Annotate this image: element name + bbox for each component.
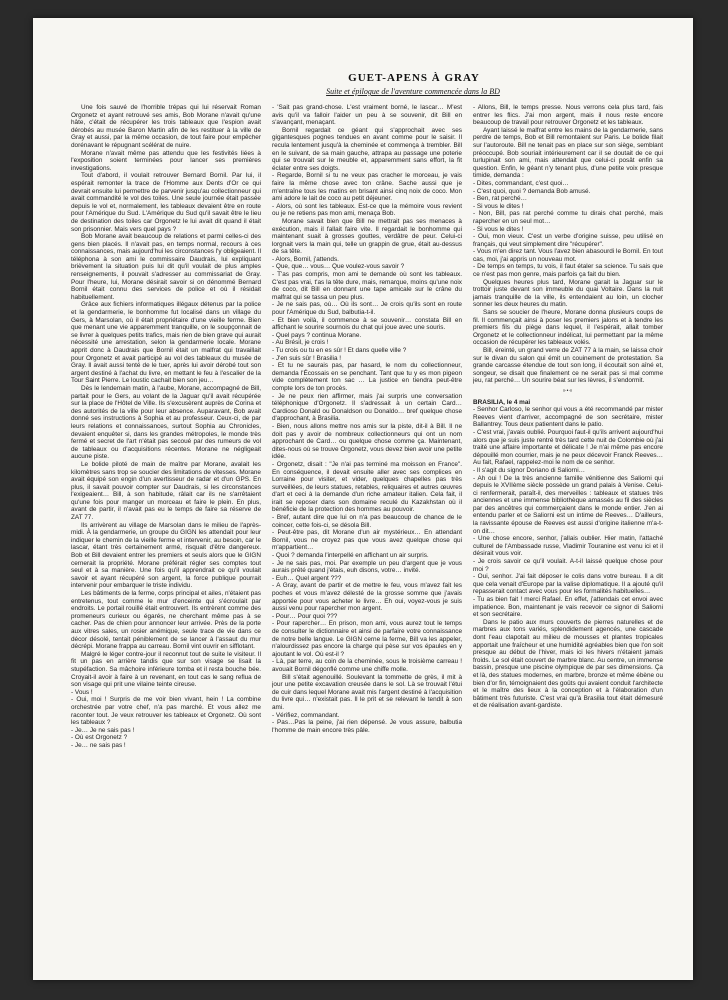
section-separator: »•« xyxy=(562,387,574,394)
dialogue-line: - Euh… Quel argent ??? xyxy=(272,574,342,582)
document-subtitle: Suite et épilogue de l'aventure commencée dans la BD xyxy=(326,87,500,96)
dialogue-line: - Tu as bien fait ! merci Rafael. En effet, j'attendais cet envoi avec impatience. Bon, maintenant je vais recevoir ce signor di Saliorni et son secrétaire. xyxy=(473,596,663,619)
document-page xyxy=(33,18,693,980)
dialogue-line: - Et bien voilà, il commence à se souvenir… constata Bill en affichant le sourire sournois du chat qui joue avec une souris. xyxy=(272,316,462,332)
text-column-1 xyxy=(71,104,261,964)
dialogue-line: - Regarde, Bornil si tu ne veux pas cracher le morceau, je vais faire la même chose avec ton crâne. Sache aussi que je m'entraîne tous les matins en brisant ainsi cinq noix de coco. Mon ami adore le lait de coco au petit déjeuner. xyxy=(272,172,462,203)
paragraph: Morane savait bien que Bill ne mettrait pas ses menaces à exécution, mais il fallait faire vite. Il regardait le bonhomme qui maintenant suait à grosses gouttes, verdâtre de peur. Celui-ci lorgnait vers la main qui, telle un grappin de grue, était au-dessus de sa tête. xyxy=(272,217,462,256)
paragraph: Quelques heures plus tard, Morane garait la Jaguar sur le trottoir juste devant son immeuble du quai Voltaire. Dans la nuit jamais tranquille de la ville, ils entendaient au loin, un clocher sonner les deux heures du matin. xyxy=(473,278,663,309)
dialogue-line: - Je… ne sais pas ! xyxy=(71,741,126,749)
dialogue-line: - Je… Je ne sais pas ! xyxy=(71,726,135,734)
paragraph: Dans le patio aux murs couverts de pierres naturelles et de marbres aux tons variés, splendidement agencés, une cascade dont l'eau clapotait au milieu de mousses et plantes tropicales apportait une fraîcheur et une humidité agréables bien que l'on soit presque au début de l'hiver, mais ici les hivers n'étaient jamais froids. Le sol était couvert de marbre blanc. Au centre, un immense bassin, presque une piscine olympique de par ses dimensions. Ça et là, des statues modernes, en marbre, bronze et même ébène ou bien d'or fin, témoignaient des goûts qui avaient conduit l'architecte et le maître des lieux à la conception et à l'élaboration d'un bâtiment très futuriste. C'est vrai qu'à Brasilia tout était démesuré et de réalisation avant-gardiste. xyxy=(473,618,663,710)
dialogue-line: - C'est vrai, j'avais oublié. Pourquoi faut-il qu'ils arrivent aujourd'hui alors que je suis juste rentré très tard cette nuit de Colombie où j'ai traité une affaire importante et délicate ! Je n'ai même pas encore dépouillé mon courrier, mais je ne peux décevoir Franck Reeves… Au fait, Rafael, rappelez-moi le nom de ce senhor. xyxy=(473,428,663,467)
dialogue-line: - Là, par terre, au coin de la cheminée, sous le troisième carreau ! avouait Bornil dégonflé comme une chiffe molle. xyxy=(272,658,462,673)
paragraph: Bill, éreinté, un grand verre de ZAT 77 à la main, se laissa choir sur le divan du salon qui émit un couinement de protestation. Sa grande carcasse étendue de tout son long, il écoutait son aîné et, songeur, se disait que finalement ce ne serait pas si mal comme jeu, rat perché… Un sourire béat sur les lèvres, il s'endormit. xyxy=(473,347,663,385)
paragraph: Une fois sauvé de l'horrible trépas qui lui réservait Roman Orgonetz et ayant retrouvé ses amis, Bob Morane n'avait qu'une hâte, c'était de récupérer les trois tableaux que l'espion avait dérobés au musée Baron Martin afin de les restituer à la ville de Gray et aussi, par la même occasion, de tout faire pour empêcher dorénavant le répugnant scélérat de nuire. xyxy=(71,104,261,149)
text-column-3 xyxy=(473,104,663,964)
dialogue-line: - Oui, mon vieux. C'est un verbe d'origine suisse, peu utilisé en français, qui veut simplement dire "récupérer". xyxy=(473,233,663,248)
dialogue-line: - De temps en temps, tu vois, il faut étaler sa science. Tu sais que ce n'est pas mon genre, mais parfois ça fait du bien. xyxy=(473,263,663,279)
dialogue-line: - Si vous le dites ! xyxy=(473,202,524,210)
dialogue-line: - C'est quoi, quoi ? demanda Bob amusé. xyxy=(473,187,591,195)
dialogue-line: - Au Brésil, je crois ! xyxy=(272,339,329,347)
document-title: GUET-APENS À GRAY xyxy=(348,72,480,84)
dialogue-line: - Ben, rat perché… xyxy=(473,195,527,203)
dialogue-line: - Et tu ne saurais pas, par hasard, le nom du collectionneur, demanda l'Écossais en se penchant. Tant que tu y es mon pigeon vide complètement ton sac … La justice en tiendra peut-être compte lors de ton procès. xyxy=(272,362,462,392)
dialogue-line: - Alors, Bornil, j'attends. xyxy=(272,255,339,263)
dialogue-line: - Non, Bill, pas rat perché comme tu dirais chat perché, mais rapercher en un seul mot… xyxy=(473,210,663,225)
dialogue-line: - Vérifiez, commandant. xyxy=(272,711,340,719)
paragraph: Morane n'avait même pas attendu que les festivités liées à l'exposition soient terminées pour lancer ses premières investigations. xyxy=(71,149,261,172)
dateline-heading: BRASILIA, le 4 mai xyxy=(473,398,531,406)
paragraph: Ils arrivèrent au village de Marsolan dans le milieu de l'après-midi. À la gendarmerie, un groupe du GIGN les attendait pour leur indiquer le chemin de la vieille ferme et intervenir, au besoin, car le lascar, étant très certainement armé, risquait d'être dangereux. Bob et Bill devaient entrer les premiers et seuls alors que le GIGN cernerait la propriété. Morane préférait régler ses comptes tout seul et à sa manière. Une fois qu'il apprendrait ce qu'il voulait savoir et ayant récupéré son argent, la force publique pourrait intervenir pour embarquer le triste individu. xyxy=(71,521,261,590)
text-column-2 xyxy=(272,104,462,964)
dialogue-line: - Tu crois ou tu en es sûr ! Et dans quelle ville ? xyxy=(272,347,407,354)
dialogue-line: - Alors, où sont les tableaux. Est-ce que la mémoire vous revient ou je ne retiens pas mon ami, menaça Bob. xyxy=(272,202,462,218)
dialogue-line: - Bref, autant dire que lui on n'a pas beaucoup de chance de le coincer, cette fois-ci, se désola Bill. xyxy=(272,514,462,529)
paragraph: Grâce aux fichiers informatiques illégaux détenus par la police et la gendarmerie, le bonhomme fut localisé dans un village du Gers, à Marsolan, où il était propriétaire d'une vieille ferme. Bien que menant une vie apparemment tranquille, on le soupçonnait de se livrer à quelques petits trafics, mais rien de bien grave qui aurait nécessité une arrestation, selon la gendarmerie locale. Morane apprit donc à Daudrais que Bornil était un malfrat qui travaillait pour Orgonetz et avait participé au vol des tableaux du musée de Gray. Il avait aussi tenté de le tuer, après lui avoir dérobé tout son argent destiné à l'achat du livre, en mettant le feu à l'escalier de la Tour Saint Pierre. Le loustic cachait bien son jeu… xyxy=(71,301,261,385)
paragraph: Sans se soucier de l'heure, Morane donna plusieurs coups de fil. Il commençait ainsi à poser les premiers jalons et à tendre les premiers fils du piège dans lequel, il l'espérait, allait tomber Orgonetz et le collectionneur indélicat, lui permettant par la même occasion de récupérer les tableaux volés. xyxy=(473,309,663,347)
paragraph: Tout d'abord, il voulait retrouver Bernard Bornil. Par lui, il espérait remonter la trace de l'Homme aux Dents d'Or ce qui devrait ensuite lui permettre de parvenir jusqu'au collectionneur qui avait commandité le vol des toiles. Une seule journée était passée depuis le vol et, normalement, les tableaux devaient être en route pour l'Amérique du Sud. L'Amérique du Sud qu'il savait être le lieu de destination des toiles car Orgonetz le lui avait dit quand il était son prisonnier. Mais vers quel pays ? xyxy=(71,172,261,233)
dialogue-line: - Bien, nous allons mettre nos amis sur la piste, dit-il à Bill. Il ne doit pas y avoir de nombreux collectionneurs qui ont un nom approchant de Card… ou quelque chose comme ça. Maintenant, dites-nous où se trouve Orgonetz, vous devez bien avoir une petite idée. xyxy=(272,422,462,461)
paragraph: Bornil regardait ce géant qui s'approchait avec ses gigantesques pognes tendues en avant comme pour le saisir. Il recula lentement jusqu'à la cheminée et commença à trembler. Bill en le suivant, de sa main gauche, attrapa au passage une poterie qui se trouvait sur le meuble et, apparemment sans effort, la fit éclater entre ses doigts. xyxy=(272,126,462,172)
dialogue-line: - Je ne sais pas, où… Où ils sont… Je crois qu'ils sont en route pour l'Amérique du Sud, balbutia-t-il. xyxy=(272,301,462,317)
paragraph: Ayant laissé le malfrat entre les mains de la gendarmerie, sans perdre de temps, Bob et Bill remontaient sur Paris. Le bolide filait sur l'autoroute. Bill ne tenait pas en place sur son siège, semblant préoccupé. Bob souriait intérieurement car il se doutait de ce qui turlupinait son ami, mais attendait que celui-ci posât enfin sa question. Enfin, le géant n'y tenant plus, d'une petite voix presque timide, demanda : xyxy=(473,126,663,180)
paragraph: Bob Morane avait beaucoup de relations et parmi celles-ci des gens bien placés. Il n'avait pas, en temps normal, recours à ces connaissances, mais aujourd'hui les circonstances l'y obligeaient. Il téléphona à son ami le commissaire Daudrais, lui expliquant brièvement la situation puis lui dit qu'il voulait de plus amples renseignements, il pouvait s'adresser au commissariat de Gray. Pour l'heure, lui, Morane désirait savoir si on dénommé Bernard Bornil était connu des services de police et où il résidait habituellement. xyxy=(71,233,261,301)
dialogue-line: - Peut-être pas, dit Morane d'un air mystérieux… En attendant Bornil, vous ne croyez pas que vous avez quelque chose qui m'appartient… xyxy=(272,529,462,552)
paragraph: Dès le lendemain matin, à l'aube, Morane, accompagné de Bill, partait pour le Gers, au volant de la Jaguar qu'il avait récupérée sur la place de l'Hôtel de Ville. Ils s'excusèrent auprès de Corina et des autorités de la ville pour leur absence. Auparavant, Bob avait donné ses instructions à Sophia et au professeur. Ceux-ci, de par leurs relations et connaissances, surtout Sophia au Chronicles, devaient enquêter si, dans les grandes métropoles, le monde très fermé et secret de l'art n'était pas secoué par des rumeurs de vol de tableaux ou d'acquisitions récentes. Morane ne négligeait aucune piste. xyxy=(71,384,261,461)
dialogue-line: - Senhor Carloso, le senhor qui vous a été recommandé par mister Reeves vient d'arriver, accompagné de son secrétaire, mister Ballantrey. Tous deux patientent dans le patio. xyxy=(473,406,663,429)
dialogue-line: - Allons, Bill, le temps presse. Nous verrons cela plus tard, fais entrer les flics. J'ai mon argent, mais il nous reste encore beaucoup de travail pour retrouver Orgonetz et les tableaux. xyxy=(473,104,663,127)
dialogue-line: - Ah oui ! De la très ancienne famille vénitienne des Saliorni qui depuis le XVIIème siècle possède un grand palais à Venise. Celui-ci renfermerait, paraît-il, des merveilles : tableaux et statues très anciennes et une immense bibliothèque amassés au fil des siècles par des ancêtres qui commerçaient dans le monde entier. J'en ai entendu parler et ce Saliorni est un intime de Reeves… D'ailleurs, la ravissante épouse de Reeves est aussi d'origine italienne m'a-t-on dit… xyxy=(473,474,663,535)
dialogue-line: - Il s'agit du signor Doriano di Saliorni… xyxy=(473,466,586,474)
dialogue-line: - Pour rapercher… En prison, mon ami, vous aurez tout le temps de consulter le dictionnaire et ainsi de parfaire votre connaissance de notre belle langue. Le GIGN cerne la ferme, Bill va les appeler, n'alourdissez pas encore la charge qui pèse sur vos épaules en y ajoutant le vol. Où est-il ? xyxy=(272,620,462,658)
paragraph: Malgré le léger contre-jour il reconnut tout de suite le visiteur. Il fit un pas en arrière tandis que sur son visage se lisait la stupéfaction. Sa mâchoire inférieure tomba et il resta bouche bée. Croyait-il avoir à faire à un revenant, en tout cas le sang reflua de son visage qui prit une vilaine teinte cireuse. xyxy=(71,650,261,689)
dialogue-line: - Pas…Pas la peine, j'ai rien dépensé. Je vous assure, balbutia l'homme de main encore très pâle. xyxy=(272,719,462,734)
paragraph: Bill s'était agenouillé. Soulevant la tommette de grès, il mit à jour une petite excavation creusée dans le sol. Là se trouvait l'étui de cuir dans lequel Morane avait mis l'argent destiné à l'acquisition du livre qui… n'existait pas. Il le prit et se relevant le tendit à son ami. xyxy=(272,673,462,711)
dialogue-line: - Je ne sais pas, moi. Par exemple un peu d'argent que je vous aurais prêté quand j'étais, euh disons, votre… invité. xyxy=(272,559,462,575)
dialogue-line: - 'Sait pas grand-chose. L'est vraiment borné, le lascar… M'est avis qu'il va falloir l'aider un peu à se souvenir, dit Bill en s'avançant, menaçant. xyxy=(272,104,462,127)
dialogue-line: - Je crois savoir ce qu'il voulait. A-t-il laissé quelque chose pour moi ? xyxy=(473,558,663,573)
dialogue-line: - Si vous le dites ! xyxy=(473,225,524,233)
dialogue-line: - A Gray, avant de partir et de mettre le feu, vous m'avez fait les poches et vous m'avez délesté de la grosse somme que j'avais apportée pour vous acheter le livre… Eh oui, voyez-vous je suis aussi venu pour rapercher mon argent. xyxy=(272,582,462,613)
dialogue-line: - Je ne peux rien affirmer, mais j'ai surpris une conversation téléphonique d'Orgonetz. Il s'adressait à un certain Card… Cardioso Donald ou Donaldson ou Donaldo… bref quelque chose d'approchant, à Brasilia. xyxy=(272,392,462,423)
dialogue-line: - Oui, moi ! Surpris de me voir bien vivant, hein ! La combine orchestrée par votre chef, n'a pas marché. Et vous allez me raconter tout. Je veux retrouver les tableaux et Orgonetz. Où sont les tableaux ? xyxy=(71,696,261,727)
dialogue-line: - Quoi ? demanda l'interpellé en affichant un air surpris. xyxy=(272,552,429,560)
text-columns xyxy=(71,104,663,964)
paragraph: Les bâtiments de la ferme, corps principal et ailes, n'étaient pas entretenus, tout comme le mur d'enceinte qui s'écroulait par endroits. Le portail rouillé était entrouvert. Ils entrèrent comme des promeneurs curieux ou égarés, ne cherchant même pas à se cacher. Pas de chien pour annoncer leur arrivée. Près de la porte aux vitres sales, un rosier anémique, seule trace de vie dans ce décor désolé, tentait péniblement de se lancer à l'assaut du mur décrépi. Morane frappa au carreau. Bornil vint ouvrir en sifflotant. xyxy=(71,590,261,651)
dialogue-line: - Vous ! xyxy=(71,688,93,696)
dialogue-line: - Une chose encore, senhor, j'allais oublier. Hier matin, l'attaché culturel de l'Ambassade russe, Vladimir Touranine est venu ici et il désirait vous voir. xyxy=(473,535,663,558)
dialogue-line: - Que, que… vous… Que voulez-vous savoir ? xyxy=(272,263,405,271)
dialogue-line: - Quel pays ? continua Morane. xyxy=(272,331,362,339)
dialogue-line: - Pour… Pour quoi ??? xyxy=(272,612,338,620)
dialogue-line: - Orgonetz, disait : "Je n'ai pas terminé ma moisson en France". En conséquence, il devait ensuite aller avec ses complices en Lorraine pour visiter, et vider, quelques chapelles pas très surveillées, de leurs statues, retables, reliquaires et autres œuvres d'art et ceci à la demande d'un riche amateur italien. Cela fait, il irait se reposer dans son domaine reculé du Kazakhstan où il bénéficie de la protection des hommes au pouvoir. xyxy=(272,460,462,514)
dialogue-line: - J'en suis sûr ! Brasilia ! xyxy=(272,354,342,362)
dialogue-line: - Oui, senhor. J'ai fait déposer le colis dans votre bureau. Il a dit que cela venait d'Europe par la valise diplomatique. Il a ajouté qu'il repasserait contact avec vous pour les formalités habituelles… xyxy=(473,573,663,596)
dialogue-line: - T'as pas compris, mon ami te demande où sont les tableaux. C'est pas vrai, t'as la tête dure, mais, remarque, moins qu'une noix de coco, dit Bill en donnant une tape amicale sur le crâne du malfrat qui se tassa un peu plus. xyxy=(272,271,462,301)
paragraph: Le bolide piloté de main de maître par Morane, avalait les kilomètres sans trop se soucier des limitations de vitesses. Morane avait équipé son engin d'un avertisseur de radar et d'un GPS. En plus, il savait pouvoir compter sur Daudrais, si les circonstances l'exigeaient… Bill, à son habitude, râlait car ils ne s'arrêtaient qu'une fois pour manger un morceau et faire le plein. En plus, avant de partir, il n'avait pas eu le temps de faire sa réserve de ZAT 77. xyxy=(71,460,261,522)
dialogue-line: - Où est Orgonetz ? xyxy=(71,734,128,742)
dialogue-line: - Vous m'en direz tant. Vous l'avez bien abasourdi le Bornil. En tout cas, moi, j'ai appris un nouveau mot. xyxy=(473,248,663,263)
dialogue-line: - Dites, commandant, c'est quoi… xyxy=(473,179,569,187)
